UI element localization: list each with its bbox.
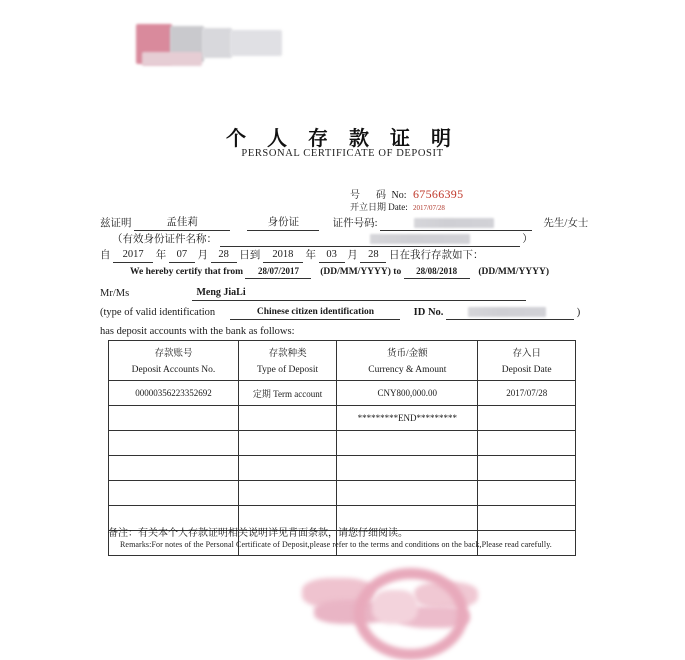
from-month: 07 — [169, 248, 195, 263]
to-year-unit: 年 — [305, 250, 316, 261]
cell-date — [478, 431, 576, 456]
to-date-en: 28/08/2018 — [404, 264, 470, 279]
issue-date-value: 2017/07/28 — [413, 204, 445, 212]
certificate-number-value: 67566395 — [413, 187, 464, 201]
date-format-hint-1: (DD/MM/YYYY) to — [320, 267, 402, 277]
from-day-unit: 日到 — [239, 250, 261, 261]
table-header-row-en — [109, 359, 576, 381]
seal-ring — [354, 568, 468, 660]
id-type-value-en: Chinese citizen identification — [230, 305, 400, 320]
col-header-type-cn: 存款种类 — [238, 341, 336, 360]
cell-type — [238, 481, 336, 506]
col-header-amount-cn: 货币/金额 — [337, 341, 478, 360]
id-number-label-en: ID No. — [413, 307, 444, 318]
col-header-date-en: Deposit Date — [478, 359, 576, 381]
id-type-label-en: (type of valid identification — [100, 307, 216, 318]
certify-en-prefix: We hereby certify that from — [130, 267, 244, 277]
logo-swatch — [142, 52, 202, 66]
table-row — [109, 381, 576, 406]
cell-amount: CNY800,000.00 — [337, 381, 478, 406]
cell-date: 2017/07/28 — [478, 381, 576, 406]
cell-end-marker: *********END********* — [337, 406, 478, 431]
certify-line-7: has deposit accounts with the bank as follows: — [100, 326, 295, 337]
certify-line-5-name-en — [100, 286, 526, 301]
cell-account — [109, 481, 239, 506]
remarks-en: Remarks:For notes of the Personal Certificate of Deposit,please refer to the terms and conditions on the back,Please read carefully. — [120, 540, 552, 549]
table-row — [109, 456, 576, 481]
table-row — [109, 431, 576, 456]
col-header-account-en: Deposit Accounts No. — [109, 359, 239, 381]
col-header-date-cn: 存入日 — [478, 341, 576, 360]
id-number-label: 证件号码: — [332, 218, 378, 229]
logo-swatch — [202, 28, 232, 58]
bank-logo-redacted — [136, 22, 282, 66]
table-row — [109, 406, 576, 431]
cell-account: 00000356223352692 — [109, 381, 239, 406]
from-year-unit: 年 — [155, 250, 167, 261]
cell-date — [478, 456, 576, 481]
id-number-en-redacted — [468, 307, 546, 317]
to-day-unit: 日在我行存款如下： — [389, 250, 484, 261]
certify-line-3-dates-cn — [100, 248, 484, 263]
certificate-number-label-cn: 号 码 — [350, 190, 389, 201]
cell-amount — [337, 481, 478, 506]
to-year: 2018 — [263, 248, 303, 263]
col-header-type-en: Type of Deposit — [238, 359, 336, 381]
bank-seal-redacted — [302, 566, 488, 642]
cell-amount — [337, 431, 478, 456]
cell-type — [238, 406, 336, 431]
cell-date — [478, 406, 576, 431]
from-day: 28 — [211, 248, 237, 263]
salutation-label-en: Mr/Ms — [100, 288, 130, 299]
id-type-close: ) — [576, 307, 581, 318]
issue-date-label-cn: 开立日期 — [350, 202, 387, 212]
to-day: 28 — [360, 248, 386, 263]
salutation-cn: 先生/女士 — [543, 218, 589, 229]
from-month-unit: 月 — [197, 250, 208, 261]
remarks-cn: 备注：有关本个人存款证明相关说明详见背面条款，请您仔细阅读。 — [108, 528, 408, 539]
valid-id-name-redacted — [370, 234, 470, 244]
cell-type — [238, 431, 336, 456]
cell-amount — [337, 456, 478, 481]
id-number-redacted — [414, 218, 494, 228]
cell-date — [478, 481, 576, 506]
holder-name-en: Meng JiaLi — [192, 286, 526, 301]
certify-line-6-idtype-en — [100, 305, 580, 320]
certificate-number-label-en: No: — [391, 190, 407, 201]
valid-id-name-close: ） — [522, 234, 533, 245]
certify-line-4-dates-en — [130, 264, 549, 279]
certify-prefix: 兹证明 — [100, 218, 132, 229]
certify-line-1 — [100, 216, 588, 231]
from-year: 2017 — [113, 248, 153, 263]
cell-date — [478, 506, 576, 531]
logo-swatch — [230, 30, 282, 56]
cell-account — [109, 431, 239, 456]
issue-date-label-en: Date: — [388, 202, 408, 212]
page-title: 个 人 存 款 证 明 — [226, 128, 459, 150]
col-header-amount-en: Currency & Amount — [337, 359, 478, 381]
from-date-en: 28/07/2017 — [245, 264, 311, 279]
cell-account — [109, 406, 239, 431]
date-format-hint-2: (DD/MM/YYYY) — [478, 267, 550, 277]
page-subtitle: PERSONAL CERTIFICATE OF DEPOSIT — [241, 148, 444, 159]
cell-account — [109, 456, 239, 481]
issue-date-row — [350, 200, 445, 213]
holder-name-cn: 孟佳莉 — [134, 216, 230, 231]
valid-id-name-label: （有效身份证件名称： — [112, 234, 217, 245]
table-header-row-cn — [109, 341, 576, 360]
to-month: 03 — [319, 248, 345, 263]
id-type-cn: 身份证 — [247, 216, 319, 231]
table-row — [109, 481, 576, 506]
cell-type: 定期 Term account — [238, 381, 336, 406]
from-label-cn: 自 — [100, 250, 111, 261]
col-header-account-cn: 存款账号 — [109, 341, 239, 360]
to-month-unit: 月 — [347, 250, 358, 261]
certify-line-2 — [112, 232, 533, 247]
cell-type — [238, 456, 336, 481]
